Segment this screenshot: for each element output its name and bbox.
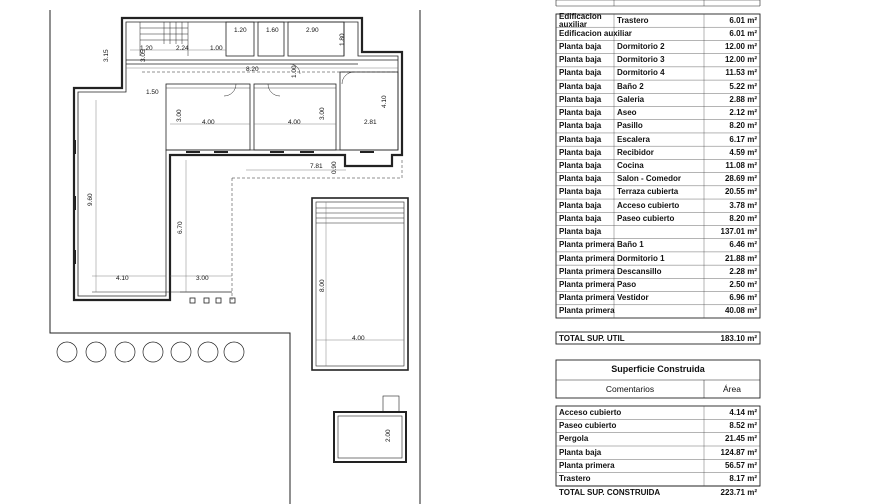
- dim-label: 8.20: [246, 66, 259, 73]
- total-util-value: 183.10 m²: [720, 334, 757, 343]
- dim-label: 1.20: [140, 45, 153, 52]
- dim-label: 1.00: [210, 45, 223, 52]
- cell-nivel: Planta baja: [559, 81, 602, 91]
- dim-label: 8.00: [319, 279, 326, 292]
- dim-label: 4.00: [202, 119, 215, 126]
- cell-area: 2.12 m²: [729, 108, 757, 118]
- table-row: [556, 107, 760, 119]
- cell-estancia: Terraza cubierta: [617, 187, 679, 197]
- table-row: [556, 41, 760, 53]
- cell-area: 8.52 m²: [729, 421, 757, 430]
- table-row: [556, 160, 760, 172]
- cell-estancia: Dormitorio 4: [617, 68, 665, 78]
- cell-nivel: Planta primera: [559, 253, 615, 263]
- dim-label: 7.81: [310, 163, 323, 170]
- cell-concepto: Pergola: [559, 434, 589, 444]
- cell-estancia: Acceso cubierto: [617, 200, 680, 210]
- dim-label: 2.24: [176, 45, 189, 52]
- cell-nivel: Planta baja: [559, 68, 602, 78]
- dim-label: 1.80: [339, 33, 346, 46]
- cell-concepto: Paseo cubierto: [559, 421, 617, 430]
- cell-area: 8.17 m²: [729, 474, 757, 484]
- cell-concepto: Planta baja: [559, 447, 602, 457]
- dim-label: 1.60: [266, 27, 279, 34]
- table-row: [556, 226, 760, 238]
- cell-nivel: Planta baja: [559, 161, 602, 170]
- dim-label: 4.00: [352, 335, 365, 342]
- cell-estancia: Dormitorio 1: [617, 253, 665, 263]
- table-row: [556, 292, 760, 304]
- total-construida-row: [556, 487, 760, 499]
- cell-area: 8.20 m²: [729, 213, 757, 223]
- cell-area: 6.46 m²: [729, 240, 757, 250]
- dim-label: 3.00: [176, 109, 183, 122]
- table-row: [556, 279, 760, 291]
- dim-label: 4.10: [116, 275, 129, 282]
- cell-nivel: Planta baja: [559, 147, 602, 157]
- dim-label: 3.15: [103, 49, 110, 62]
- cell-area: 137.01 m²: [720, 227, 757, 237]
- cell-area: 40.08 m²: [724, 306, 757, 316]
- cell-nivel: Planta primera: [559, 293, 615, 303]
- cell-area: 4.59 m²: [729, 147, 757, 157]
- cell-estancia: Dormitorio 2: [617, 42, 665, 52]
- cell-estancia: Vestidor: [617, 293, 649, 303]
- cell-estancia: Baño 1: [617, 240, 644, 250]
- total-construida-label: TOTAL SUP. CONSTRUIDA: [559, 488, 661, 497]
- table-row: [556, 407, 760, 419]
- table-row: [556, 147, 760, 159]
- dim-label: 3.00: [196, 275, 209, 282]
- table-row: [556, 11, 760, 29]
- cell-nivel: Planta baja: [559, 134, 602, 144]
- cell-nivel: Planta baja: [559, 227, 602, 237]
- superficie-util-table: [556, 11, 760, 344]
- cell-nivel: Planta baja: [559, 42, 602, 52]
- cell-area: 6.01 m²: [729, 15, 757, 25]
- cell-nivel: Planta baja: [559, 121, 602, 131]
- cell-estancia: Recibidor: [617, 147, 654, 157]
- cell-concepto: Trastero: [559, 474, 591, 484]
- cell-estancia: Escalera: [617, 134, 650, 144]
- table-row: [556, 447, 760, 459]
- cell-nivel: Planta primera: [559, 279, 615, 289]
- dim-label: 1.00: [291, 65, 298, 78]
- column-header-comentarios: Comentarios: [605, 384, 655, 394]
- dim-label: 2.81: [364, 119, 377, 126]
- table-row: [556, 213, 760, 225]
- cell-area: 2.50 m²: [729, 279, 757, 289]
- cell-estancia: Dormitorio 3: [617, 55, 665, 65]
- cell-estancia: Aseo: [617, 108, 637, 118]
- cell-estancia: Salon - Comedor: [617, 174, 682, 184]
- cell-area: 28.69 m²: [724, 174, 757, 184]
- cell-nivel: Edificacion auxiliar: [559, 11, 602, 29]
- cell-nivel: Planta baja: [559, 213, 602, 223]
- table-row: [556, 134, 760, 146]
- cell-area: 4.14 m²: [729, 407, 757, 417]
- dim-label: 4.00: [288, 119, 301, 126]
- table-row: [556, 186, 760, 198]
- dim-label: 1.20: [234, 27, 247, 34]
- cell-area: 6.17 m²: [729, 134, 757, 144]
- table-row: [556, 94, 760, 106]
- cell-area: 11.08 m²: [725, 161, 757, 170]
- table-row: [556, 253, 760, 265]
- cell-nivel: Planta baja: [559, 108, 602, 118]
- cell-area: 6.01 m²: [729, 28, 757, 38]
- cell-estancia: Paso: [617, 279, 637, 289]
- dim-label: 1.50: [146, 89, 159, 96]
- total-util-row: [556, 333, 760, 345]
- cell-area: 8.20 m²: [729, 121, 757, 131]
- table-row: [556, 266, 760, 278]
- table-row: [556, 54, 760, 66]
- cell-area: 3.78 m²: [729, 200, 757, 210]
- cell-area: 56.57 m²: [724, 461, 757, 470]
- table-row: [556, 67, 760, 79]
- dim-label: 6.70: [177, 221, 184, 234]
- cell-area: 11.53 m²: [725, 68, 757, 78]
- dim-label: 2.90: [306, 27, 319, 34]
- cell-area: 12.00 m²: [724, 55, 757, 65]
- cell-estancia: Descansillo: [617, 266, 662, 276]
- cell-estancia: Trastero: [617, 15, 649, 25]
- superficie-construida-table: [556, 360, 760, 504]
- dim-label: 0.90: [331, 161, 338, 174]
- cell-nivel: Edificacion auxiliar: [559, 28, 632, 38]
- total-util-label: TOTAL SUP. UTIL: [559, 334, 625, 343]
- table-row: [556, 200, 760, 212]
- cell-nivel: Planta baja: [559, 94, 602, 104]
- cell-area: 6.96 m²: [729, 293, 757, 303]
- total-construida-value: 223.71 m²: [720, 488, 757, 497]
- dim-label: 3.05: [140, 49, 147, 62]
- dim-label: 4.10: [381, 95, 388, 108]
- cell-area: 2.28 m²: [729, 266, 757, 276]
- table-row: [556, 120, 760, 132]
- cell-concepto: Acceso cubierto: [559, 407, 622, 417]
- cell-area: 21.88 m²: [724, 253, 757, 263]
- cell-area: 21.45 m²: [724, 434, 757, 444]
- cell-area: 20.55 m²: [724, 187, 757, 197]
- table-row: [556, 81, 760, 93]
- dim-label: 9.60: [87, 193, 94, 206]
- cell-area: 2.88 m²: [729, 94, 757, 104]
- cell-nivel: Planta baja: [559, 187, 602, 197]
- column-header-area: Área: [723, 384, 741, 394]
- table-row: [556, 173, 760, 185]
- cell-nivel: Planta baja: [559, 55, 602, 65]
- table-row: [556, 460, 760, 472]
- cell-estancia: Galeria: [617, 94, 645, 104]
- table-row: [556, 433, 760, 445]
- cell-concepto: Planta primera: [559, 461, 615, 470]
- cell-estancia: Pasillo: [617, 121, 643, 131]
- cell-nivel: Planta primera: [559, 306, 615, 316]
- cell-estancia: Baño 2: [617, 81, 644, 91]
- cell-area: 12.00 m²: [724, 42, 757, 52]
- table-title: Superficie Construida: [611, 364, 705, 374]
- cell-nivel: Planta baja: [559, 200, 602, 210]
- cell-estancia: Paseo cubierto: [617, 213, 675, 223]
- cell-estancia: Cocina: [617, 161, 644, 170]
- dim-label: 3.00: [319, 107, 326, 120]
- table-row: [556, 28, 760, 40]
- cell-nivel: Planta baja: [559, 174, 602, 184]
- cell-nivel: Planta primera: [559, 240, 615, 250]
- dim-label: 2.00: [385, 429, 392, 442]
- table-row: [556, 473, 760, 485]
- table-row: [556, 305, 760, 317]
- cell-area: 124.87 m²: [720, 447, 757, 457]
- cell-nivel: Planta primera: [559, 266, 615, 276]
- table-row: [556, 239, 760, 251]
- table-row: [556, 420, 760, 432]
- cell-area: 5.22 m²: [729, 81, 757, 91]
